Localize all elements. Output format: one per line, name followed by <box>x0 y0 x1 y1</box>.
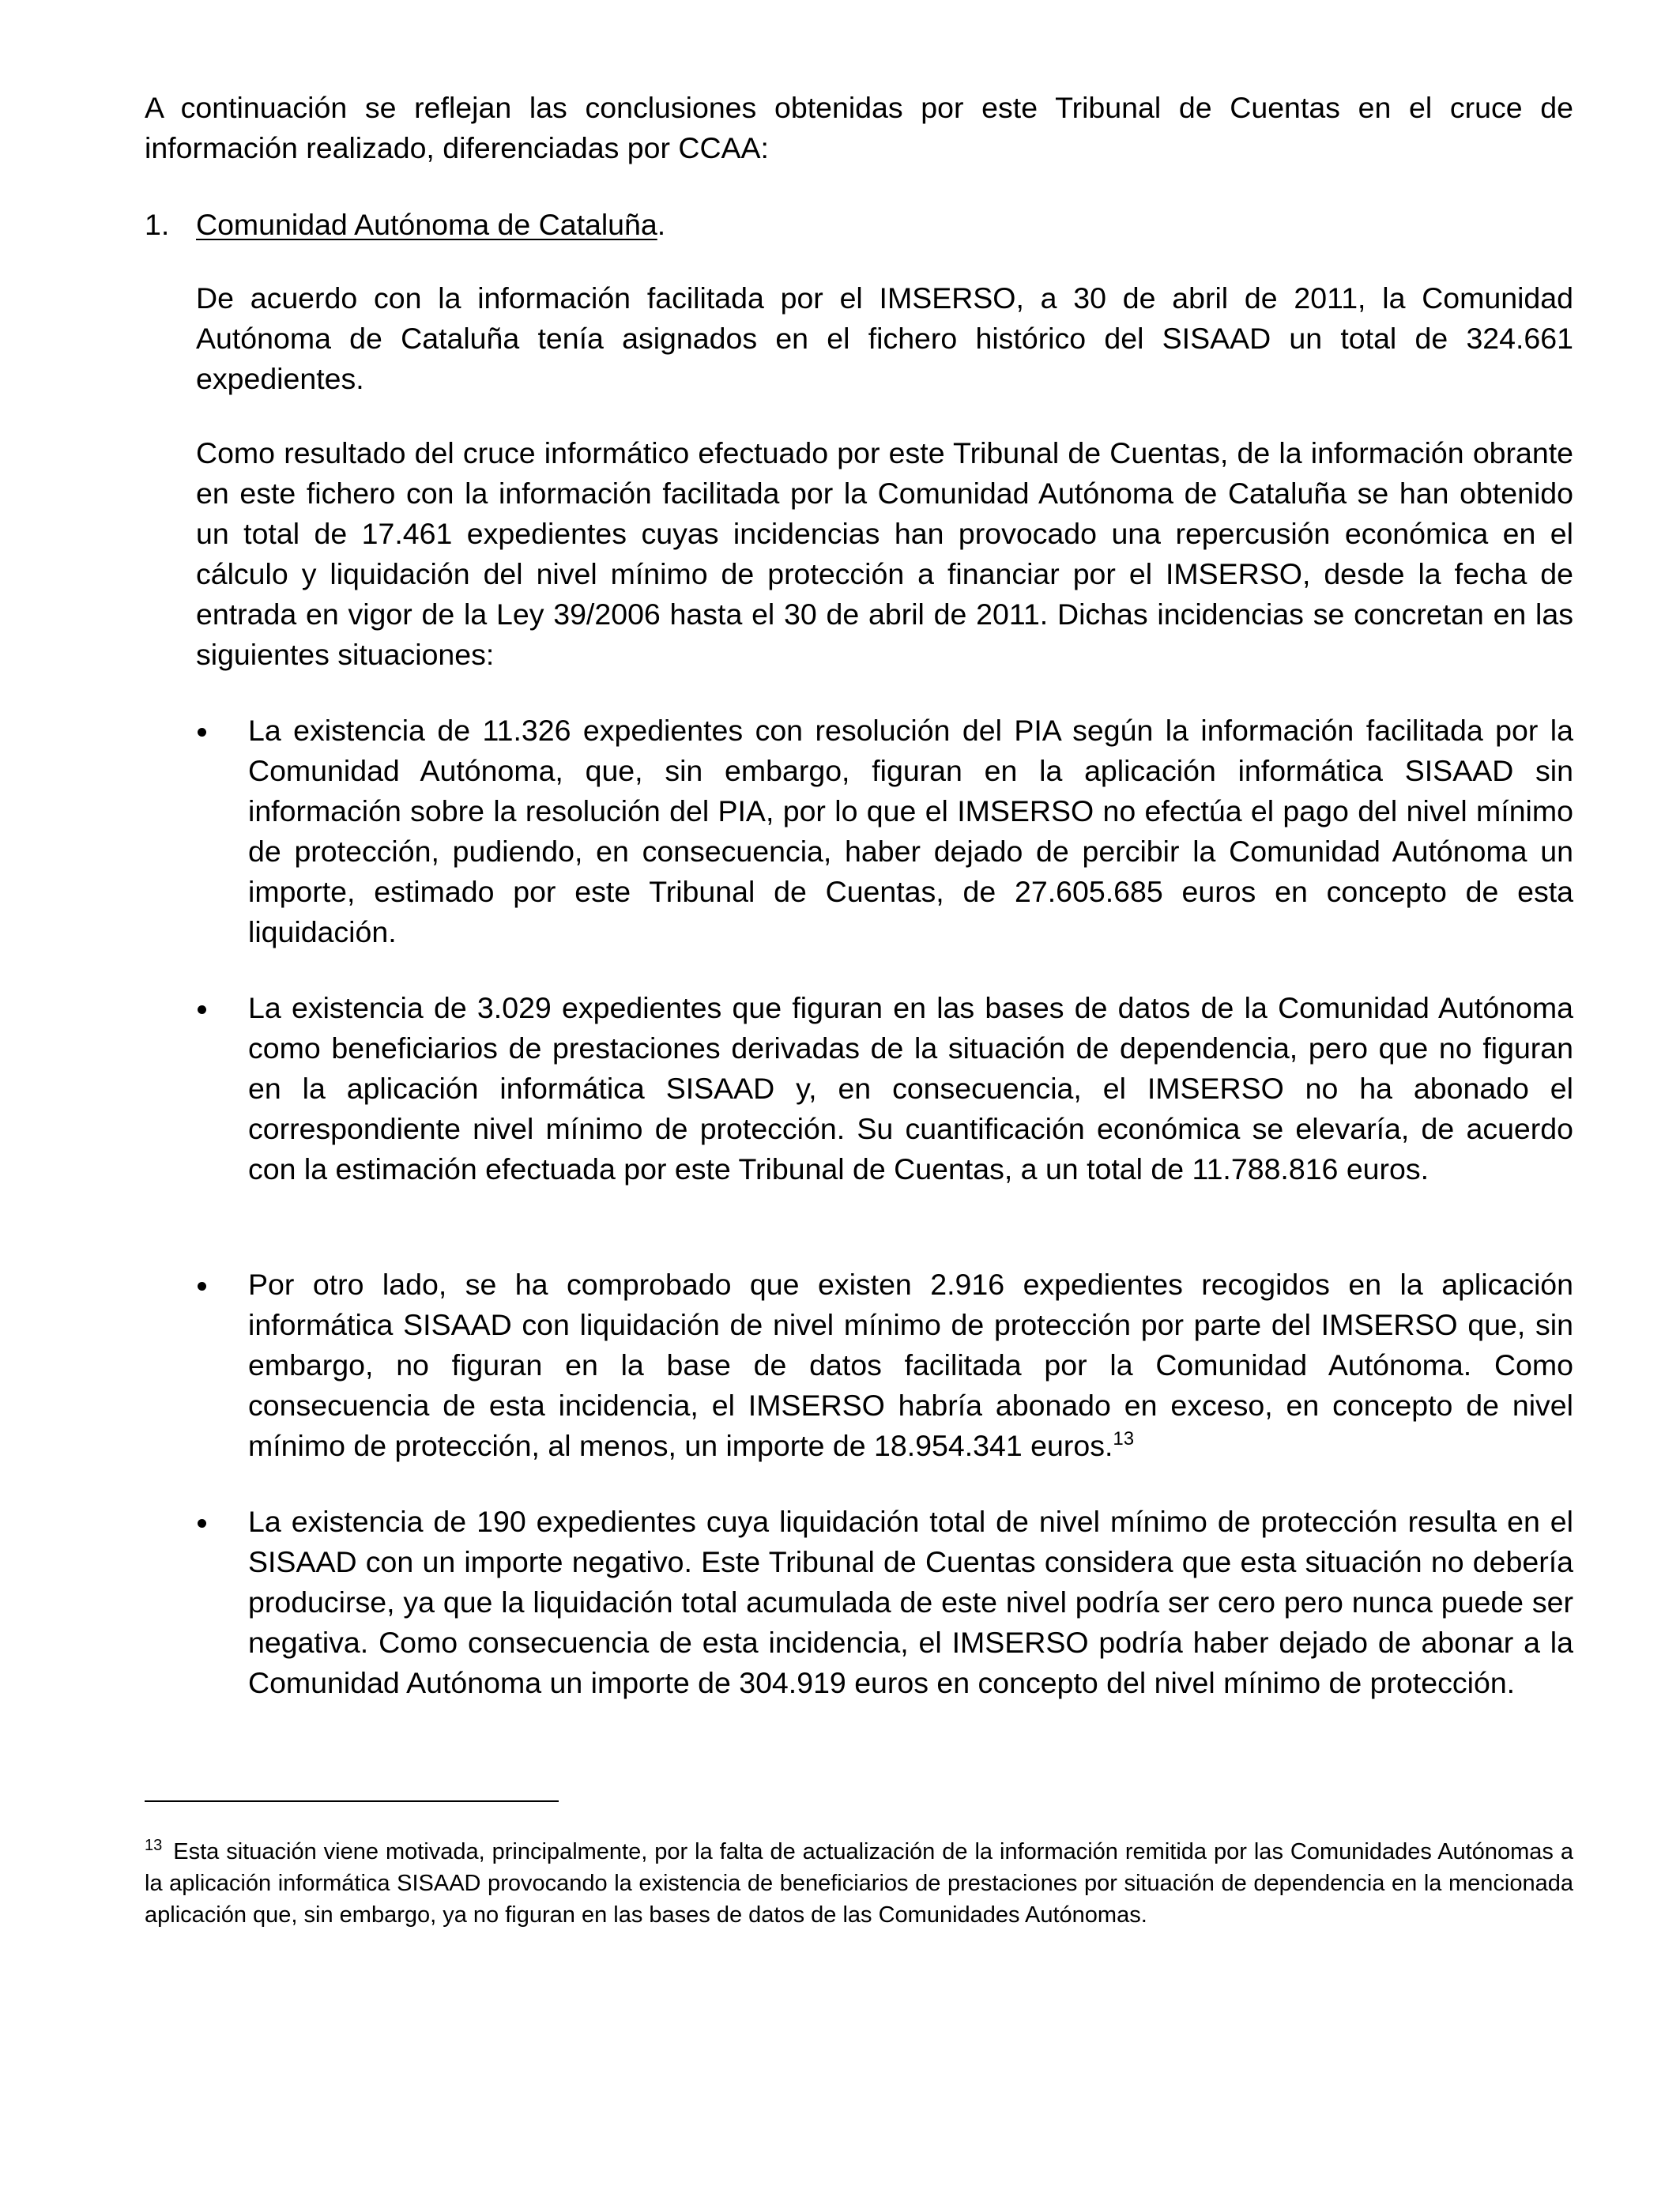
bullet-text <box>248 1265 1573 1466</box>
bullet-icon <box>198 1519 206 1528</box>
bullet-text: La existencia de 3.029 expedientes que figuran en las bases de datos de la Comunidad Autónoma como beneficiarios de prestaciones derivadas de la situación de dependencia, pero que no figuran en la aplicación informática SISAAD y, en consecuencia, el IMSERSO no ha abonado el correspondiente nivel mínimo de protección. Su cuantificación económica se elevaría, de acuerdo con la estimación efectuada por este Tribunal de Cuentas, a un total de 11.788.816 euros. <box>248 991 1573 1186</box>
section-number: 1. <box>145 208 170 241</box>
bullet-icon <box>198 728 206 737</box>
section-heading <box>145 205 1573 245</box>
footnote-divider <box>145 1800 559 1802</box>
bullet-text: La existencia de 11.326 expedientes con resolución del PIA según la información facilitada por la Comunidad Autónoma, que, sin embargo, figuran en la aplicación informática SISAAD sin información sobre la resolución del PIA, por lo que el IMSERSO no efectúa el pago del nivel mínimo de protección, pudiendo, en consecuencia, haber dejado de percibir la Comunidad Autónoma un importe, estimado por este Tribunal de Cuentas, de 27.605.685 euros en concepto de esta liquidación. <box>248 714 1573 948</box>
footnote-reference[interactable]: 13 <box>1113 1428 1135 1449</box>
footnote <box>145 1836 1573 1931</box>
footnote-text: Esta situación viene motivada, principalmente, por la falta de actualización de la información remitida por las Comunidades Autónomas a la aplicación informática SISAAD provocando la existencia de beneficiarios de prestaciones por situación de dependencia en la mencionada aplicación que, sin embargo, ya no figuran en las bases de datos de las Comunidades Autónomas. <box>145 1839 1573 1928</box>
footnote-number: 13 <box>145 1837 163 1854</box>
bullet-text-body: Por otro lado, se ha comprobado que existen 2.916 expedientes recogidos en la aplicación informática SISAAD con liquidación de nivel mínimo de protección por parte del IMSERSO que, sin embargo, no figuran en la base de datos facilitada por la Comunidad Autónoma. Como consecuencia de esta incidencia, el IMSERSO habría abonado en exceso, en concepto de nivel mínimo de protección, al menos, un importe de 18.954.341 euros. <box>248 1268 1573 1462</box>
bullet-text: La existencia de 190 expedientes cuya liquidación total de nivel mínimo de protección resulta en el SISAAD con un importe negativo. Este Tribunal de Cuentas considera que esta situación no debería producirse, ya que la liquidación total acumulada de este nivel podría ser cero pero nunca puede ser negativa. Como consecuencia de esta incidencia, el IMSERSO podría haber dejado de abonar a la Comunidad Autónoma un importe de 304.919 euros en concepto del nivel mínimo de protección. <box>248 1505 1573 1699</box>
body-paragraph: Como resultado del cruce informático efectuado por este Tribunal de Cuentas, de la información obrante en este fichero con la información facilitada por la Comunidad Autónoma de Cataluña se han obtenido un total de 17.461 expedientes cuyas incidencias han provocado una repercusión económica en el cálculo y liquidación del nivel mínimo de protección a financiar por el IMSERSO, desde la fecha de entrada en vigor de la Ley 39/2006 hasta el 30 de abril de 2011. Dichas incidencias se concretan en las siguientes situaciones: <box>196 436 1573 671</box>
bullet-icon <box>198 1282 206 1291</box>
section-title: Comunidad Autónoma de Cataluña <box>196 208 657 241</box>
intro-paragraph: A continuación se reflejan las conclusiones obtenidas por este Tribunal de Cuentas en el cruce de información realizado, diferenciadas por CCAA: <box>145 91 1573 164</box>
body-paragraph: De acuerdo con la información facilitada por el IMSERSO, a 30 de abril de 2011, la Comunidad Autónoma de Cataluña tenía asignados en el fichero histórico del SISAAD un total de 324.661 expedientes. <box>196 281 1573 395</box>
bullet-icon <box>198 1005 206 1014</box>
section-title-suffix: . <box>657 208 666 241</box>
